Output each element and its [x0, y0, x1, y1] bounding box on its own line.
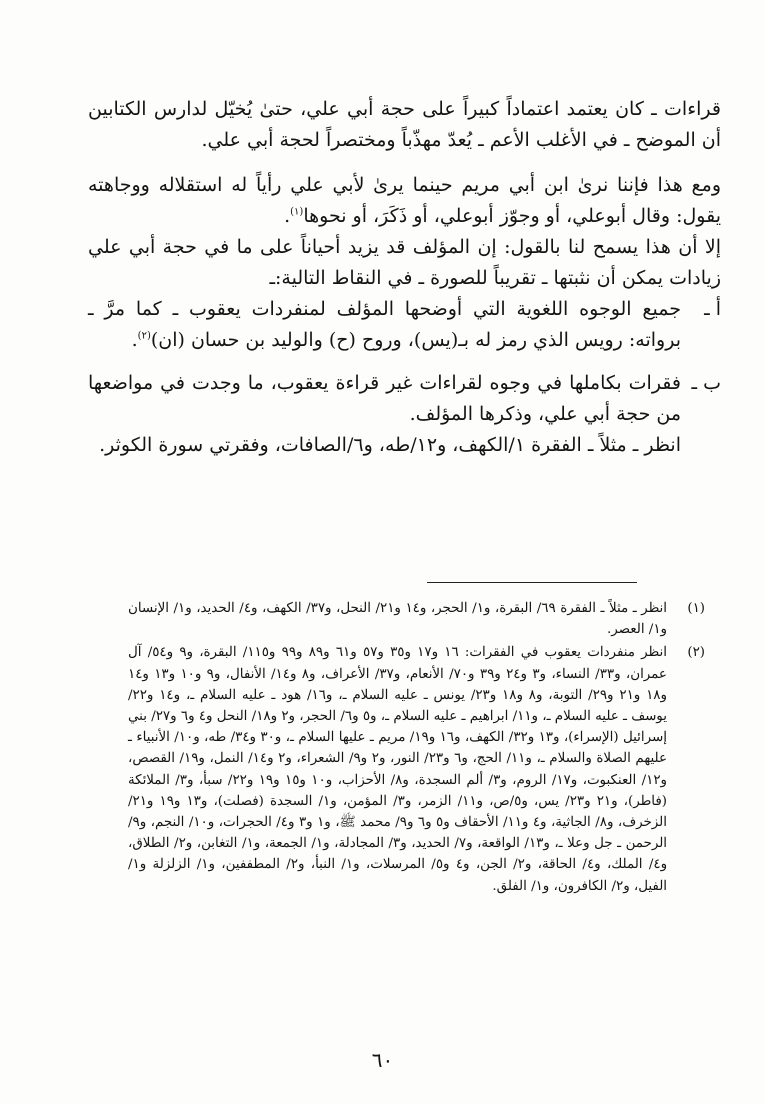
- paragraph-3: إلا أن هذا يسمح لنا بالقول: إن المؤلف قد يزيد أحياناً على ما في حجة أبي علي زيادات يمكن أن نثبتها ـ تقريباً للصورة ـ في النقاط التالية:ـ: [88, 236, 721, 289]
- footnote-text: انظر ـ مثلاً ـ الفقرة ٦٩/ البقرة، و١/ الحجر، و١٤ و٢١/ النحل، و٣٧/ الكهف، و٤/ الحديد، و١/ الإنسان و١/ العصر.: [128, 601, 667, 638]
- footnote-ref-2[interactable]: (٢): [137, 330, 151, 342]
- list-marker-b: ب ـ: [691, 372, 721, 394]
- list-item-a: [88, 294, 721, 356]
- list-item-b: [88, 368, 721, 461]
- paragraph-2: ومع هذا فإننا نرىٰ ابن أبي مريم حينما يرىٰ لأبي علي رأياً له استقلاله ووجاهته يقول: وقال أبوعلي، أو وجوّز أبوعلي، أو ذَكَرَ، أو نحوها$^{(١)}$.: [88, 174, 721, 227]
- footnote-text: انظر منفردات يعقوب في الفقرات: ١٦ و١٧ و٣٥ و٥٧ و٦١ و٨٩ و٩٩ و١١٥/ البقرة، و٩ و٥٤/ آل عمران، و٣٣/ النساء، و٣ و٢٤ و٣٩ و٧٠/ الأنعام، و٣٧/ الأعراف، و٨ و١٤/ الأنفال، و٩ و١٠ و١٣ و١٤ و١٨ و٢١ و٢٩/ التوبة، و٨ و١٨ و٢٣/ يونس ـ عليه السلام ـ، و١٦/ هود ـ عليه السلام ـ، و١٤ و٢٢/ يوسف ـ عليه السلام ـ، و١١/ ابراهيم ـ عليه السلام ـ، و٥ و٦/ الحجر، و٢ و١٨/ النحل و٤ و٦ و٢٧/ بني إسرائيل (الإسراء)، و١٣ و٣٢/ الكهف، و١٦ و١٩/ مريم ـ عليها السلام ـ، و٣٠ و٣٤/ طه، و١٠/ الأنبياء ـ عليهم الصلاة والسلام ـ، و١١/ الحج، و٦ و٢٣/ النور، و٢ و٩/ الشعراء، و٢ و١٤/ النمل، و١٩/ القصص، و١٢/ العنكبوت، و١٧/ الروم، و٣/ ألم السجدة، و٨/ الأحزاب، و١٠ و١٥ و١٩ و٢٢/ سبأ، و٣/ الملائكة (فاطر)، و٢١ و٢٣/ يس، و٥/ص، و١١/ الزمر، و٣/ المؤمن، و١/ السجدة (فصلت)، و١٣ و١٩ و٢١/ الزخرف، و٨/ الجاثية، و٤ و١١/ الأحقاف و٥ و٦ و٩/ محمد ﷺ، و١ و٣ و٤/ الحجرات، و١٠/ النجم، و٩/ الرحمن ـ جل وعلا ـ، و١٣/ الواقعة، و٧/ الحديد، و٣/ المجادلة، و١/ الجمعة، و١/ التغابن، و٢/ الطلاق، و٤/ الملك، و٤/ الحاقة، و٢/ الجن، و٤ و٥/ المرسلات، و١/ النبأ، و٢/ المطففين، و١/ الزلزلة و١/ الفيل، و٢/ الكافرون، و١/ الفلق.: [128, 645, 668, 894]
- main-text: [88, 94, 721, 461]
- footnote-number: (١): [687, 601, 705, 616]
- paragraph-1: قراءات ـ كان يعتمد اعتماداً كبيراً على حجة أبي علي، حتىٰ يُخيّل لدارس الكتابين أن الموضح ـ في الأغلب الأعم ـ يُعدّ مهذّباً ومختصراً لحجة أبي علي.: [88, 98, 721, 151]
- footnote-ref-1[interactable]: (١): [290, 206, 304, 218]
- footnote-number: (٢): [687, 645, 705, 661]
- list-item-b-text: فقرات بكاملها في وجوه لقراءات غير قراءة يعقوب، ما وجدت في مواضعها من حجة أبي علي، وذكرها المؤلف.: [88, 372, 681, 425]
- page-number: ٦٠: [371, 1048, 394, 1072]
- list-item-b-example: انظر ـ مثلاً ـ الفقرة ١/الكهف، و١٢/طه، و٦/الصافات، وفقرتي سورة الكوثر.: [99, 434, 681, 456]
- footnotes: [128, 598, 705, 899]
- list-marker-a: أ ـ: [704, 298, 721, 320]
- footnote-1: [128, 598, 705, 640]
- footnote-divider: [427, 582, 637, 583]
- footnote-2: [128, 642, 705, 896]
- list-item-a-text: جميع الوجوه اللغوية التي أوضحها المؤلف لمنفردات يعقوب ـ كما مرَّ ـ برواته: رويس الذي رمز له بـ(يس)، وروح (ح) والوليد بن حسان (ان)$^{(٢)}$.: [88, 298, 681, 351]
